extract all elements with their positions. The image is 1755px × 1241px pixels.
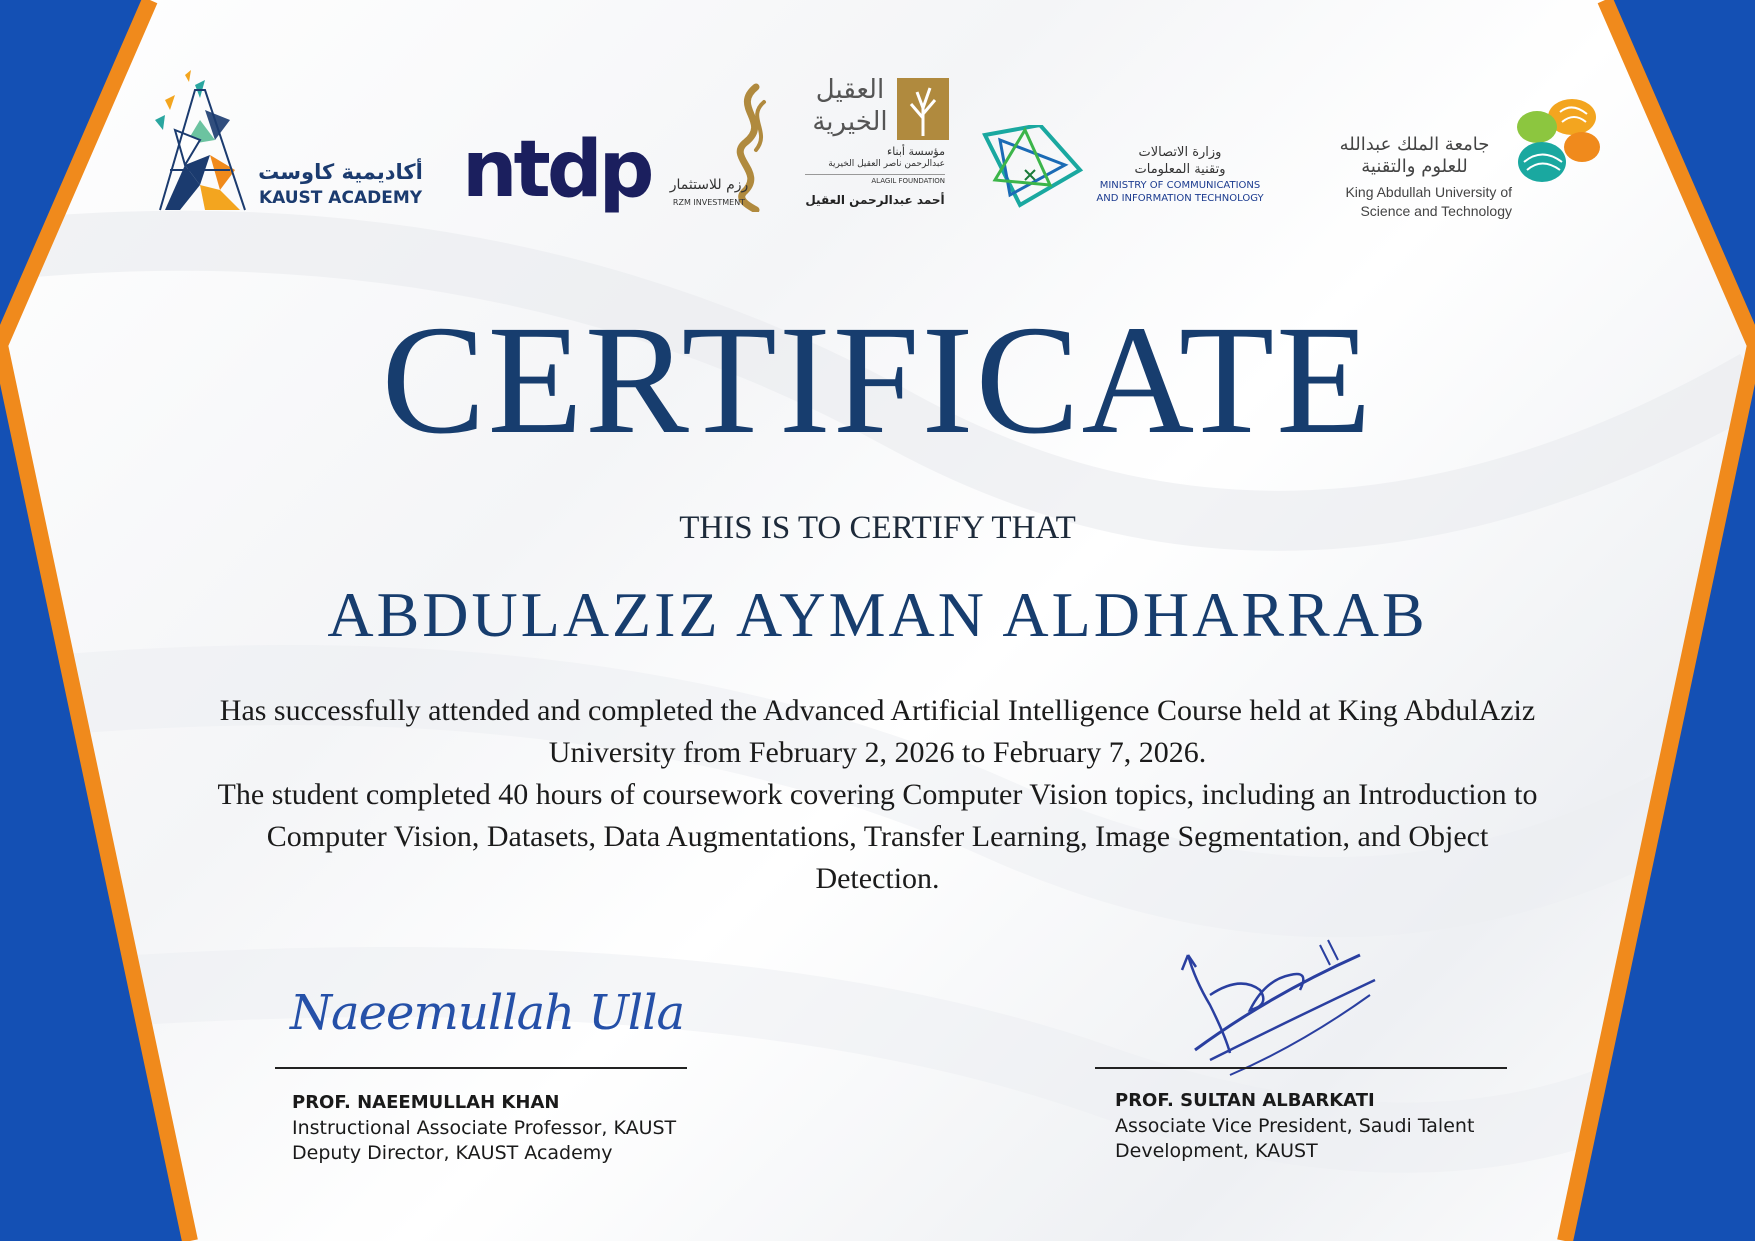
recipient-name: ABDULAZIZ AYMAN ALDHARRAB bbox=[327, 579, 1428, 650]
certificate-title: CERTIFICATE bbox=[381, 293, 1374, 466]
certify-line: THIS IS TO CERTIFY THAT bbox=[679, 510, 1076, 546]
mcit-emblem bbox=[980, 125, 1085, 210]
certificate-body bbox=[210, 690, 1545, 900]
alagil-foundation-logo bbox=[805, 75, 950, 215]
kaust-english-1: King Abdullah University of bbox=[1345, 184, 1512, 200]
signature-2 bbox=[1170, 935, 1390, 1085]
alagil-arabic-sub-2: عبدالرحمن ناصر العقيل الخيرية bbox=[828, 159, 945, 169]
signatory-2-role-2: Development, KAUST bbox=[1115, 1140, 1318, 1162]
signature-1: Naeemullah Ulla bbox=[290, 985, 685, 1041]
tree-icon bbox=[897, 78, 949, 140]
signature-line-1 bbox=[275, 1067, 687, 1069]
alagil-arabic-title-2: الخيرية bbox=[812, 107, 888, 137]
signatory-2-role-1: Associate Vice President, Saudi Talent bbox=[1115, 1115, 1475, 1137]
signature-line-2 bbox=[1095, 1067, 1507, 1069]
mcit-arabic-1: وزارة الاتصالات bbox=[1138, 145, 1222, 160]
mcit-english-2: AND INFORMATION TECHNOLOGY bbox=[1096, 193, 1264, 204]
signatory-1-role-2: Deputy Director, KAUST Academy bbox=[292, 1142, 613, 1164]
body-paragraph-1: Has successfully attended and completed the Advanced Artificial Intelligence Course held at King AbdulAziz University from February 2, 2026 to February 7, 2026. bbox=[219, 694, 1536, 769]
alagil-arabic-bottom: أحمد عبدالرحمن العقيل bbox=[805, 193, 945, 207]
kaust-emblem bbox=[1502, 92, 1607, 192]
kaust-english-2: Science and Technology bbox=[1360, 203, 1512, 219]
ntdp-logo: ntdp bbox=[462, 125, 651, 215]
kaust-academy-logo bbox=[155, 70, 430, 215]
rzm-logo bbox=[664, 82, 779, 212]
signatory-1-role-1: Instructional Associate Professor, KAUST bbox=[292, 1117, 677, 1139]
alagil-arabic-sub-1: مؤسسة أبناء bbox=[887, 145, 945, 158]
signatory-2-name: PROF. SULTAN ALBARKATI bbox=[1115, 1090, 1375, 1111]
kaust-arabic-1: جامعة الملك عبدالله bbox=[1339, 134, 1490, 155]
rzm-english: RZM INVESTMENT bbox=[672, 198, 746, 207]
kaust-academy-english: KAUST ACADEMY bbox=[258, 188, 423, 208]
kaust-logo bbox=[1322, 92, 1607, 222]
signatory-1-name: PROF. NAEEMULLAH KHAN bbox=[292, 1092, 560, 1113]
mcit-logo bbox=[980, 125, 1270, 215]
kaust-academy-arabic: أكاديمية كاوست bbox=[258, 160, 423, 184]
alagil-arabic-title-1: العقيل bbox=[815, 75, 885, 105]
kaust-arabic-2: للعلوم والتقنية bbox=[1361, 156, 1468, 177]
body-paragraph-2: The student completed 40 hours of coursework covering Computer Vision topics, including an Introduction to Computer Vision, Datasets, Data Augmentations, Transfer Learning, Image Segmentation, and Object Detection. bbox=[217, 778, 1538, 895]
alagil-english: ALAGIL FOUNDATION bbox=[805, 174, 945, 185]
mcit-arabic-2: وتقنية المعلومات bbox=[1134, 162, 1226, 177]
mcit-english-1: MINISTRY OF COMMUNICATIONS bbox=[1099, 180, 1261, 191]
kaust-academy-emblem bbox=[155, 70, 250, 215]
rzm-arabic: رزم للاستثمار bbox=[669, 177, 749, 193]
